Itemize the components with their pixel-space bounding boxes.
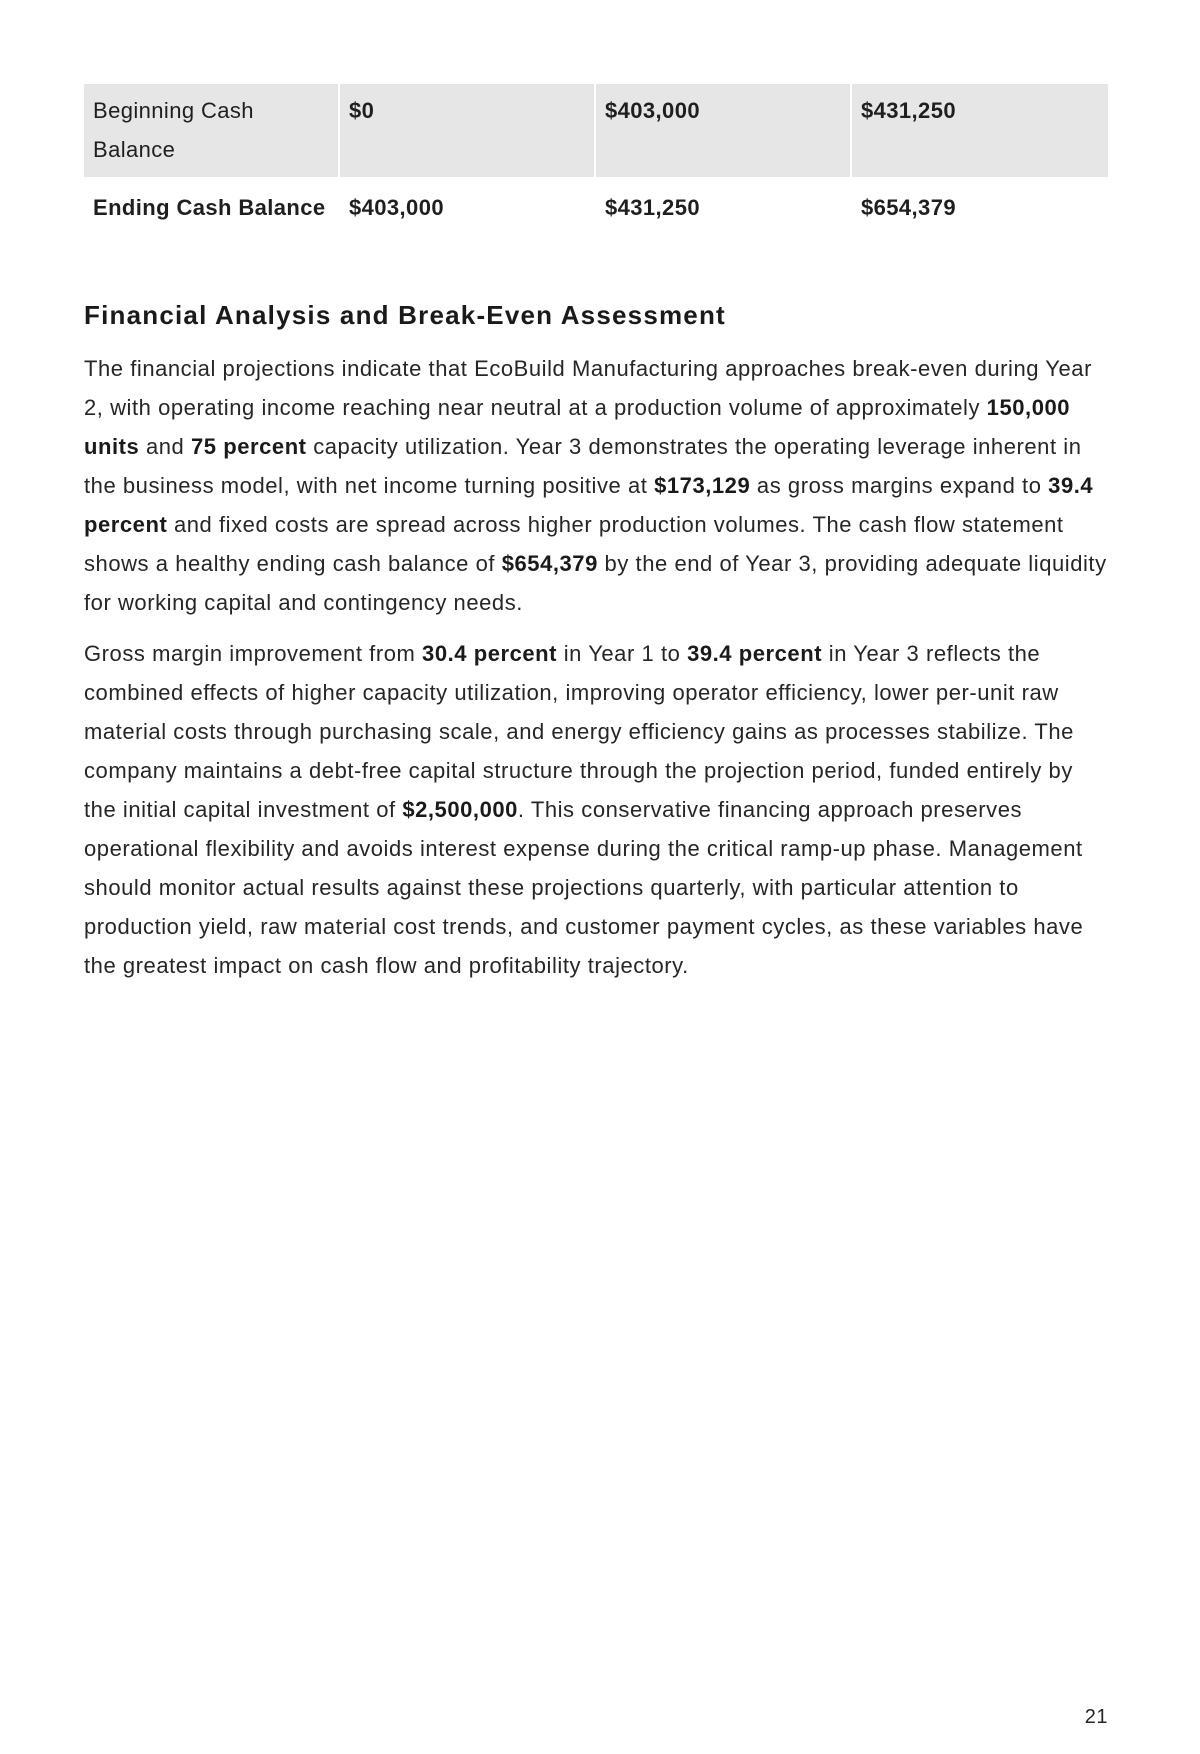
text-run: as gross margins expand to [750, 473, 1049, 498]
bold-run: $173,129 [654, 473, 751, 498]
text-run: and fixed costs are spread across higher production volumes. The cash flow statement shows a healthy ending cash balance of [84, 512, 1064, 576]
row-label: Beginning Cash Balance [84, 84, 340, 177]
table-cell: $403,000 [596, 84, 852, 177]
text-run: in Year 3 reflects the combined effects of higher capacity utilization, improving operator efficiency, lower per-unit raw material costs through purchasing scale, and energy efficiency gains as processes stabilize. The company maintains a debt-free capital structure through the projection period, funded entirely by the initial capital investment of [84, 641, 1074, 822]
bold-run: 39.4 percent [687, 641, 823, 666]
text-run: . This conservative financing approach preserves operational flexibility and avoids interest expense during the critical ramp-up phase. Management should monitor actual results against these projections quarterly, with particular attention to production yield, raw material cost trends, and customer payment cycles, as these variables have the greatest impact on cash flow and profitability trajectory. [84, 797, 1084, 978]
text-run: Gross margin improvement from [84, 641, 423, 666]
text-run: in Year 1 to [557, 641, 688, 666]
table-cell: $403,000 [349, 195, 444, 220]
page-number: 21 [1084, 1706, 1108, 1728]
table-cell: $654,379 [861, 195, 956, 220]
bold-run: $654,379 [501, 551, 598, 576]
row-label: Ending Cash Balance [93, 195, 326, 220]
text-run: by the end of Year 3, providing adequate liquidity for working capital and contingency needs. [84, 551, 1107, 615]
text-run: and [139, 434, 191, 459]
text-run: capacity utilization. Year 3 demonstrates the operating leverage inherent in the business model, with net income turning positive at [84, 434, 1082, 498]
paragraph-1 [84, 349, 1108, 622]
text-run: The financial projections indicate that EcoBuild Manufacturing approaches break-even during Year 2, with operating income reaching near neutral at a production volume of approximately [84, 356, 1092, 420]
table-row-beginning-cash [84, 84, 1108, 177]
paragraph-2 [84, 634, 1108, 985]
bold-run: 30.4 percent [422, 641, 558, 666]
table-row-ending-cash [84, 177, 1108, 235]
section-heading: Financial Analysis and Break-Even Assessment [84, 300, 726, 330]
cash-balance-table [84, 84, 1108, 235]
bold-run: 75 percent [191, 434, 307, 459]
document-page [84, 84, 1108, 985]
table-cell: $0 [340, 84, 596, 177]
bold-run: $2,500,000 [402, 797, 518, 822]
bold-run: 150,000 units [84, 395, 1071, 459]
table-cell: $431,250 [605, 195, 700, 220]
table-cell: $431,250 [852, 84, 1108, 177]
bold-run: 39.4 percent [84, 473, 1094, 537]
